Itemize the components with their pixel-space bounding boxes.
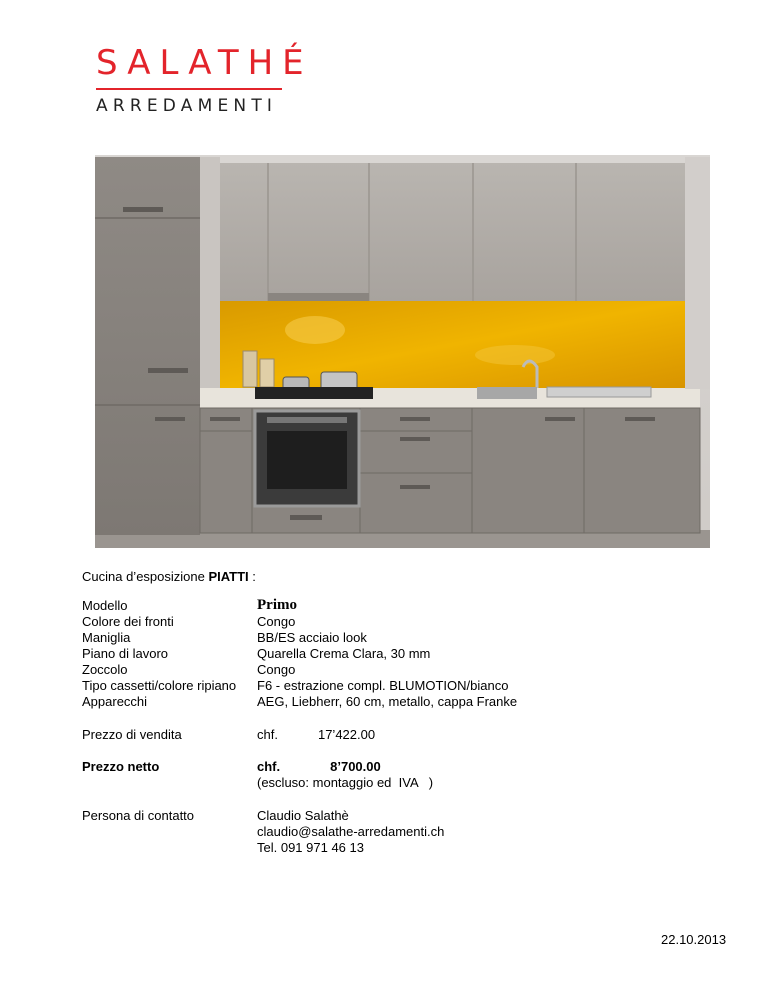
- spec-label-colore: Colore dei fronti: [82, 614, 174, 629]
- document-heading: [82, 569, 256, 585]
- spec-value-zoccolo: Congo: [257, 662, 296, 677]
- spec-label-piano: Piano di lavoro: [82, 646, 168, 661]
- document-date: 22.10.2013: [661, 932, 727, 947]
- price-sale-amount: 17’422.00: [317, 727, 376, 742]
- spec-label-zoccolo: Zoccolo: [82, 662, 128, 677]
- price-net-amount: 8’700.00: [330, 759, 381, 774]
- contact-name: Claudio Salathè: [257, 808, 349, 823]
- logo-divider: [96, 88, 282, 90]
- contact-phone: Tel. 091 971 46 13: [257, 840, 364, 855]
- spec-value-colore: Congo: [257, 614, 296, 629]
- logo-wordmark: SALATHÉ: [96, 43, 313, 83]
- price-net-label: Prezzo netto: [82, 759, 160, 774]
- heading-model-name: PIATTI: [208, 569, 249, 584]
- kitchen-photo: [95, 155, 710, 548]
- logo-subtitle: ARREDAMENTI: [96, 96, 278, 116]
- price-net-currency: chf.: [257, 759, 281, 774]
- price-sale-value: [257, 727, 375, 743]
- price-net-value: [257, 759, 381, 775]
- spec-label-maniglia: Maniglia: [82, 630, 131, 645]
- spec-value-piano: Quarella Crema Clara, 30 mm: [257, 646, 431, 661]
- spec-value-apparecchi: AEG, Liebherr, 60 cm, metallo, cappa Franke: [257, 694, 518, 709]
- price-sale-currency: chf.: [257, 727, 278, 742]
- spec-label-cassetti: Tipo cassetti/colore ripiano: [82, 678, 237, 693]
- spec-label-modello: Modello: [82, 598, 128, 613]
- heading-prefix: Cucina d’esposizione: [82, 569, 209, 584]
- contact-label: Persona di contatto: [82, 808, 195, 823]
- company-logo: [96, 43, 313, 116]
- price-net-note: (escluso: montaggio ed IVA ): [257, 775, 434, 790]
- spec-label-apparecchi: Apparecchi: [82, 694, 148, 709]
- spec-value-cassetti: F6 - estrazione compl. BLUMOTION/bianco: [257, 678, 509, 693]
- price-sale-label: Prezzo di vendita: [82, 727, 182, 742]
- spec-value-maniglia: BB/ES acciaio look: [257, 630, 367, 645]
- heading-suffix: :: [248, 569, 256, 584]
- contact-email[interactable]: claudio@salathe-arredamenti.ch: [257, 824, 445, 839]
- spec-value-modello: Primo: [257, 597, 297, 613]
